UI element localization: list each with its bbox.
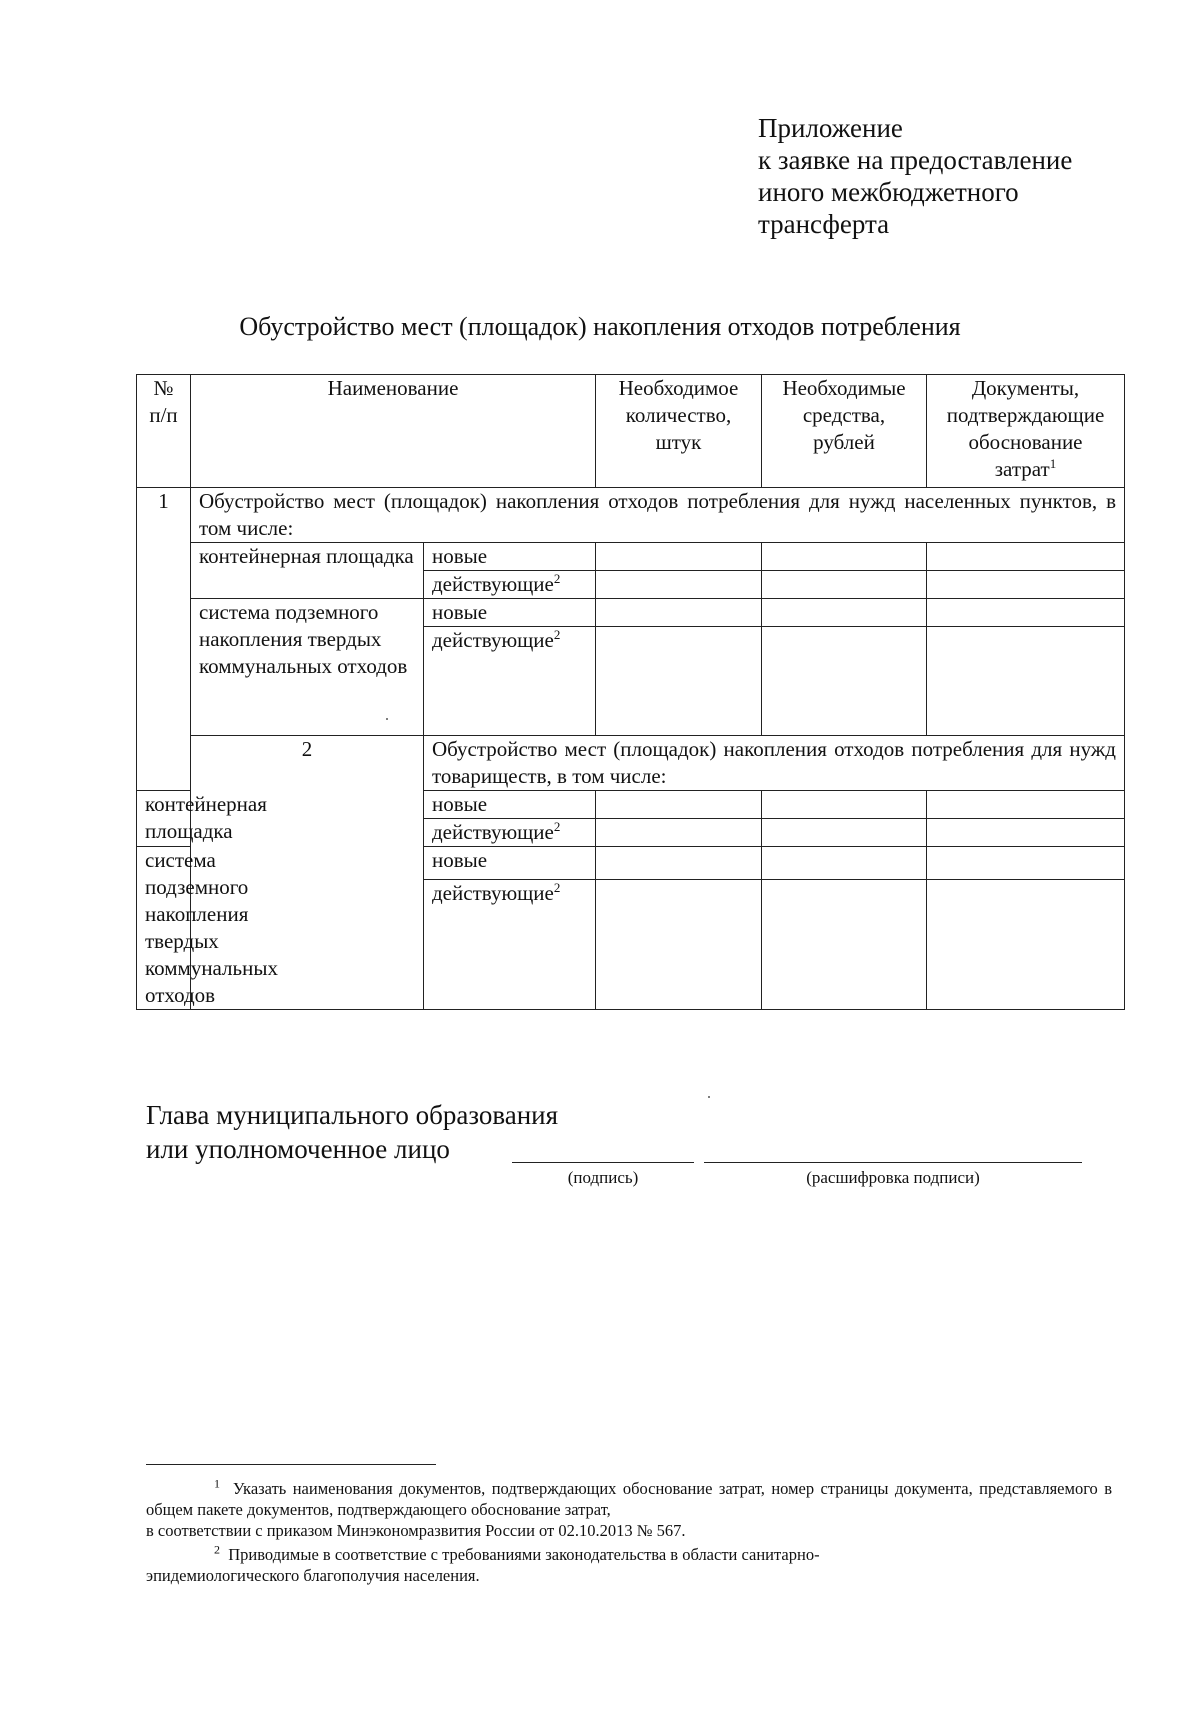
item-underground-system: система подземного накопления твердых коммунальных отходов xyxy=(191,599,424,736)
funds-cell[interactable] xyxy=(762,880,927,1010)
quantity-cell[interactable] xyxy=(596,880,762,1010)
status-new: новые xyxy=(424,791,596,819)
appendix-line: иного межбюджетного xyxy=(758,177,1019,207)
signature-decode-line[interactable] xyxy=(704,1162,1082,1163)
quantity-cell[interactable] xyxy=(596,819,762,847)
status-existing xyxy=(424,880,596,1010)
footnote-1 xyxy=(146,1478,1112,1541)
status-new: новые xyxy=(424,847,596,880)
header-quantity xyxy=(596,375,762,488)
waste-sites-table xyxy=(136,374,1125,1010)
funds-cell[interactable] xyxy=(762,571,927,599)
footnote-ref: 2 xyxy=(553,571,561,586)
signature-block xyxy=(146,1098,558,1166)
appendix-line: к заявке на предоставление xyxy=(758,145,1073,175)
status-existing xyxy=(424,819,596,847)
status-new: новые xyxy=(424,543,596,571)
header-funds xyxy=(762,375,927,488)
footnote-mark: 1 xyxy=(214,1476,220,1491)
footnote-text xyxy=(146,1544,1112,1565)
status-existing-text: действующие xyxy=(432,628,554,652)
header-quantity-line: Необходимое xyxy=(618,376,739,400)
section-title: Обустройство мест (площадок) накопления отходов потребления для нужд товариществ, в том числе: xyxy=(424,736,1125,791)
funds-cell[interactable] xyxy=(762,627,927,736)
status-existing xyxy=(424,571,596,599)
funds-cell[interactable] xyxy=(762,543,927,571)
header-quantity-line: количество, xyxy=(625,403,732,427)
header-number-line: п/п xyxy=(149,403,178,427)
footnote-ref: 2 xyxy=(553,627,561,642)
appendix-header xyxy=(758,112,1072,240)
quantity-cell[interactable] xyxy=(596,791,762,819)
footnote-ref: 2 xyxy=(553,880,561,896)
footnote-2 xyxy=(146,1544,1112,1586)
header-documents-line: Документы, xyxy=(971,376,1080,400)
documents-cell[interactable] xyxy=(927,791,1125,819)
item-container-site: контейнерная площадка xyxy=(191,543,424,599)
footnote-ref: 1 xyxy=(1049,456,1057,471)
footnote-text xyxy=(146,1478,1112,1520)
footnote-ref: 2 xyxy=(553,819,561,834)
funds-cell[interactable] xyxy=(762,847,927,880)
footnote-text-last: эпидемиологического благополучия населения. xyxy=(146,1566,480,1585)
header-name-text: Наименование xyxy=(327,376,459,400)
documents-cell[interactable] xyxy=(927,627,1125,736)
header-documents-text: затрат xyxy=(994,457,1050,481)
header-number xyxy=(137,375,191,488)
document-title: Обустройство мест (площадок) накопления отходов потребления xyxy=(239,312,961,341)
funds-cell[interactable] xyxy=(762,599,927,627)
documents-cell[interactable] xyxy=(927,847,1125,880)
signature-title-line: Глава муниципального образования xyxy=(146,1100,559,1130)
header-funds-line: рублей xyxy=(813,430,875,454)
appendix-line: трансферта xyxy=(758,209,890,239)
documents-cell[interactable] xyxy=(927,880,1125,1010)
section-title-row xyxy=(137,736,1125,791)
table-row xyxy=(137,599,1125,627)
header-documents-line: подтверждающие xyxy=(946,403,1105,427)
header-number-line: № xyxy=(153,376,174,400)
quantity-cell[interactable] xyxy=(596,599,762,627)
quantity-cell[interactable] xyxy=(596,627,762,736)
quantity-cell[interactable] xyxy=(596,847,762,880)
item-container-site: контейнерная площадка xyxy=(137,791,191,847)
status-existing-text: действующие xyxy=(432,881,554,906)
signature-title-line: или уполномоченное лицо xyxy=(146,1134,450,1164)
header-funds-line: средства, xyxy=(802,403,886,427)
appendix-line: Приложение xyxy=(758,113,903,143)
documents-cell[interactable] xyxy=(927,819,1125,847)
section-number: 1 xyxy=(137,488,191,791)
scan-speck xyxy=(708,1096,710,1098)
funds-cell[interactable] xyxy=(762,791,927,819)
status-existing xyxy=(424,627,596,736)
footnote-mark: 2 xyxy=(214,1542,220,1557)
signature-caption: (подпись) xyxy=(567,1168,639,1187)
scan-speck xyxy=(386,718,388,720)
documents-cell[interactable] xyxy=(927,599,1125,627)
status-new: новые xyxy=(424,599,596,627)
table-row xyxy=(137,543,1125,571)
item-underground-system: система подземного накопления твердых коммунальных отходов xyxy=(137,847,191,1010)
signature-decode-caption: (расшифровка подписи) xyxy=(806,1168,980,1187)
status-existing-text: действующие xyxy=(432,572,554,596)
header-funds-line: Необходимые xyxy=(782,376,906,400)
documents-cell[interactable] xyxy=(927,543,1125,571)
funds-cell[interactable] xyxy=(762,819,927,847)
section-number: 2 xyxy=(191,736,424,1010)
header-documents-line: обоснование xyxy=(968,430,1083,454)
header-documents xyxy=(927,375,1125,488)
quantity-cell[interactable] xyxy=(596,571,762,599)
footnote-body: Приводимые в соответствие с требованиями законодательства в области санитарно- xyxy=(228,1545,820,1564)
status-existing-text: действующие xyxy=(432,820,554,844)
header-quantity-line: штук xyxy=(655,430,702,454)
footnote-body: Указать наименования документов, подтверждающих обоснование затрат, номер страницы документа, представляемого в общем пакете документов, подтверждающего обоснование затрат, xyxy=(146,1479,1113,1519)
footnote-divider xyxy=(146,1464,436,1465)
quantity-cell[interactable] xyxy=(596,543,762,571)
documents-cell[interactable] xyxy=(927,571,1125,599)
header-name xyxy=(191,375,596,488)
section-title: Обустройство мест (площадок) накопления отходов потребления для нужд населенных пунктов, в том числе: xyxy=(191,488,1125,543)
section-title-row xyxy=(137,488,1125,543)
header-documents-line xyxy=(935,456,1116,483)
table-header-row xyxy=(137,375,1125,488)
signature-line[interactable] xyxy=(512,1162,694,1163)
footnote-text-last: в соответствии с приказом Минэкономразвития России от 02.10.2013 № 567. xyxy=(146,1521,686,1540)
